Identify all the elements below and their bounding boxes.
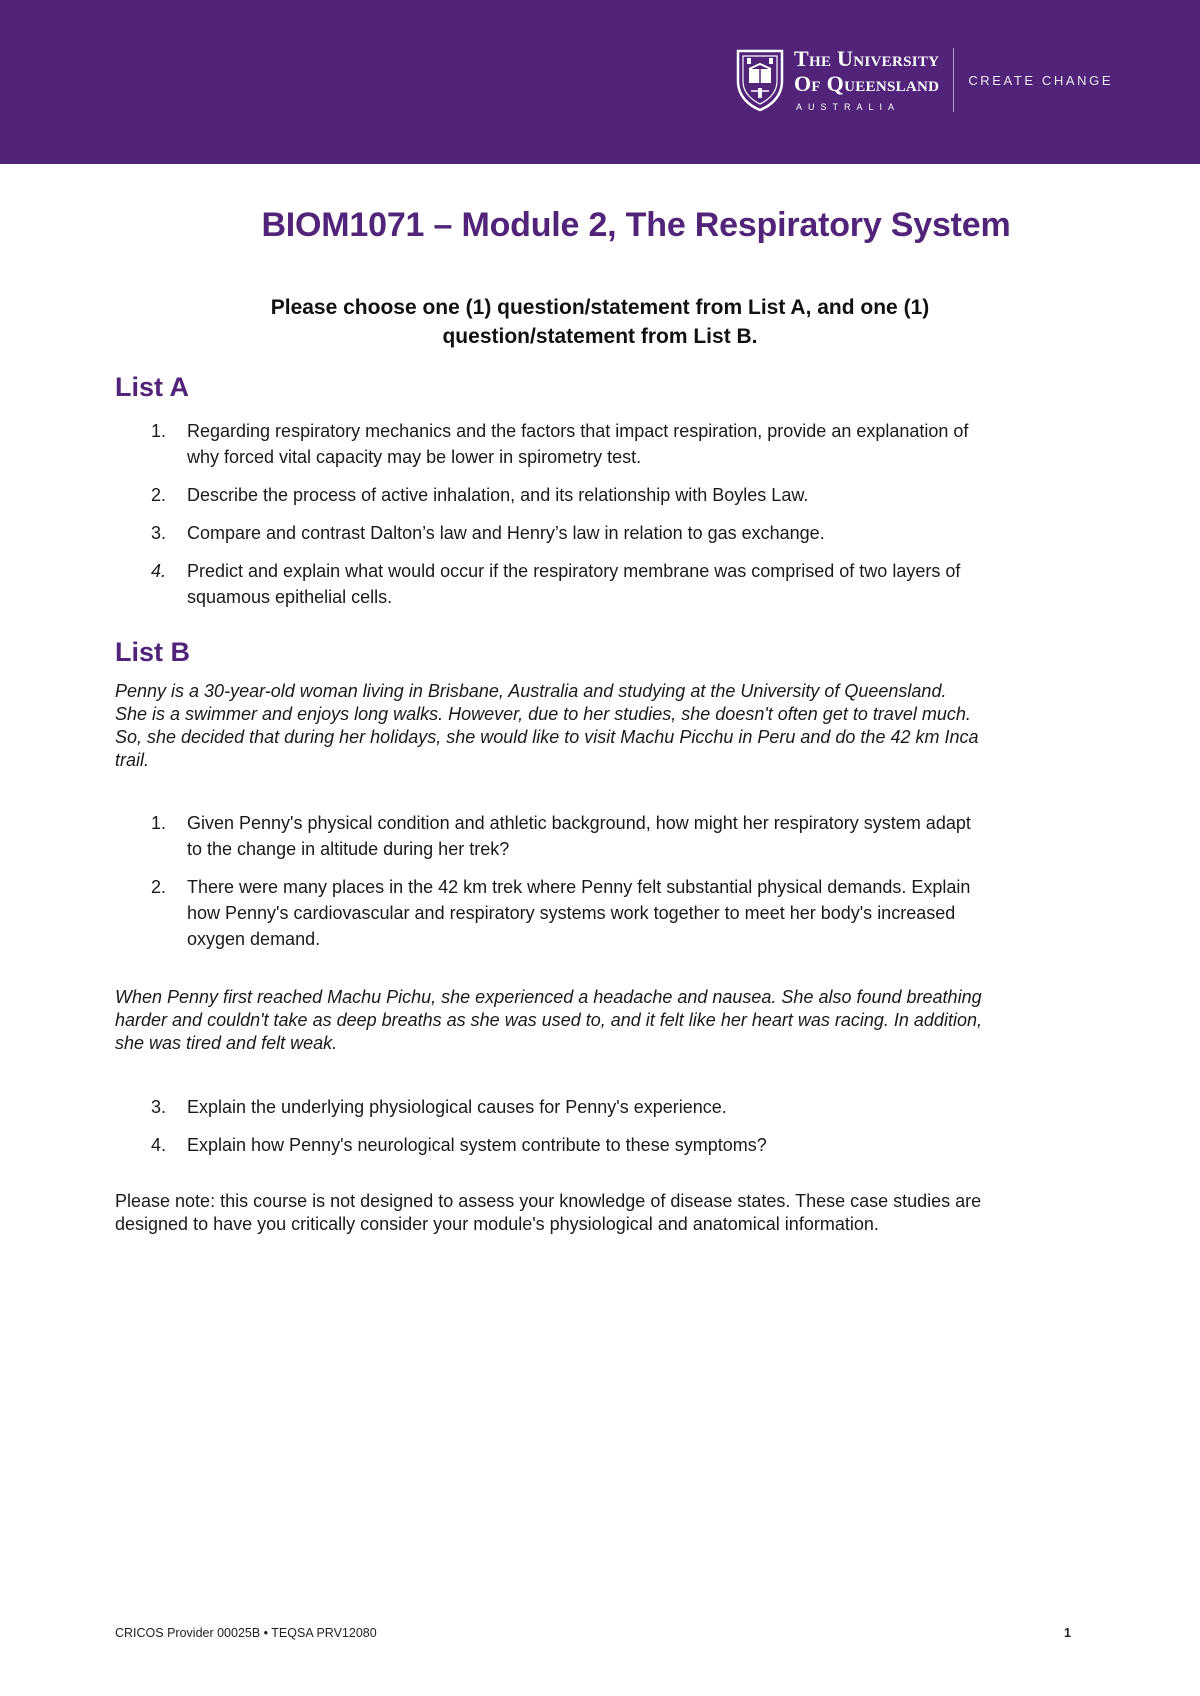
instructions bbox=[170, 293, 1030, 351]
instructions-line: question/statement from List B. bbox=[442, 325, 758, 348]
item-number: 4. bbox=[151, 1135, 167, 1155]
list-item bbox=[115, 810, 1075, 862]
list-item bbox=[115, 874, 1075, 952]
scenario-line: When Penny first reached Machu Pichu, she experienced a headache and nausea. She also found breathing bbox=[115, 987, 982, 1007]
list-item bbox=[115, 558, 1075, 610]
item-text: Describe the process of active inhalation, and its relationship with Boyles Law. bbox=[187, 485, 809, 505]
item-text: to the change in altitude during her trek? bbox=[187, 839, 510, 859]
item-number: 1. bbox=[151, 813, 167, 833]
list-b-heading: List B bbox=[115, 637, 191, 667]
item-text: Explain how Penny's neurological system contribute to these symptoms? bbox=[187, 1135, 767, 1155]
footer-provider: CRICOS Provider 00025B • TEQSA PRV12080 bbox=[115, 1626, 377, 1640]
document-title: BIOM1071 – Module 2, The Respiratory System bbox=[261, 206, 1011, 244]
list-item bbox=[115, 1094, 1075, 1120]
item-number: 2. bbox=[151, 485, 167, 505]
list-item bbox=[115, 482, 1075, 508]
item-number: 2. bbox=[151, 877, 167, 897]
page-number: 1 bbox=[1064, 1626, 1071, 1640]
university-country: AUSTRALIA bbox=[796, 102, 901, 112]
item-number: 3. bbox=[151, 1097, 167, 1117]
list-item bbox=[115, 520, 1075, 546]
header-banner bbox=[0, 0, 1200, 164]
item-text: Given Penny's physical condition and athletic background, how might her respiratory system adapt bbox=[187, 813, 971, 833]
scenario-paragraph bbox=[115, 680, 1095, 772]
item-text: Regarding respiratory mechanics and the factors that impact respiration, provide an explanation of bbox=[187, 421, 969, 441]
item-number: 1. bbox=[151, 421, 167, 441]
item-text: Compare and contrast Dalton’s law and Henry’s law in relation to gas exchange. bbox=[187, 523, 825, 543]
item-text: There were many places in the 42 km trek where Penny felt substantial physical demands. Explain bbox=[187, 877, 971, 897]
item-text: Explain the underlying physiological causes for Penny's experience. bbox=[187, 1097, 727, 1117]
list-a-questions bbox=[115, 418, 1075, 610]
university-name-line2: Of Queensland bbox=[794, 71, 940, 96]
list-item bbox=[115, 1132, 1075, 1158]
item-number: 4. bbox=[151, 561, 167, 581]
list-b-questions-part1 bbox=[115, 810, 1075, 952]
scenario-line: she was tired and felt weak. bbox=[115, 1033, 338, 1053]
scenario-line: trail. bbox=[115, 750, 150, 770]
instructions-line: Please choose one (1) question/statement from List A, and one (1) bbox=[270, 296, 930, 319]
logo-divider bbox=[953, 48, 954, 112]
item-number: 3. bbox=[151, 523, 167, 543]
scenario-paragraph bbox=[115, 986, 1095, 1055]
scenario-line: Penny is a 30-year-old woman living in Brisbane, Australia and studying at the University of Queensland. bbox=[115, 681, 947, 701]
university-logo bbox=[734, 45, 1113, 115]
item-text: how Penny's cardiovascular and respiratory systems work together to meet her body's increased bbox=[187, 903, 956, 923]
list-item bbox=[115, 418, 1075, 470]
list-b-questions-part2 bbox=[115, 1094, 1075, 1158]
course-note bbox=[115, 1190, 1095, 1236]
scenario-line: She is a swimmer and enjoys long walks. However, due to her studies, she doesn't often get to travel much. bbox=[115, 704, 971, 724]
scenario-line: harder and couldn't take as deep breaths as she was used to, and it felt like her heart was racing. In addition, bbox=[115, 1010, 982, 1030]
item-text: why forced vital capacity may be lower in spirometry test. bbox=[187, 447, 642, 467]
tagline: CREATE CHANGE bbox=[968, 72, 1114, 88]
note-line: Please note: this course is not designed to assess your knowledge of disease states. These case studies are bbox=[115, 1191, 982, 1211]
scenario-line: So, she decided that during her holidays, she would like to visit Machu Picchu in Peru and do the 42 km Inca bbox=[115, 727, 979, 747]
item-text: Predict and explain what would occur if the respiratory membrane was comprised of two layers of bbox=[187, 561, 961, 581]
crest-icon bbox=[734, 47, 786, 113]
note-line: designed to have you critically consider your module's physiological and anatomical information. bbox=[115, 1214, 879, 1234]
list-a-heading: List A bbox=[115, 372, 189, 402]
item-text: oxygen demand. bbox=[187, 929, 321, 949]
university-name-line1: The University bbox=[794, 46, 940, 71]
item-text: squamous epithelial cells. bbox=[187, 587, 393, 607]
